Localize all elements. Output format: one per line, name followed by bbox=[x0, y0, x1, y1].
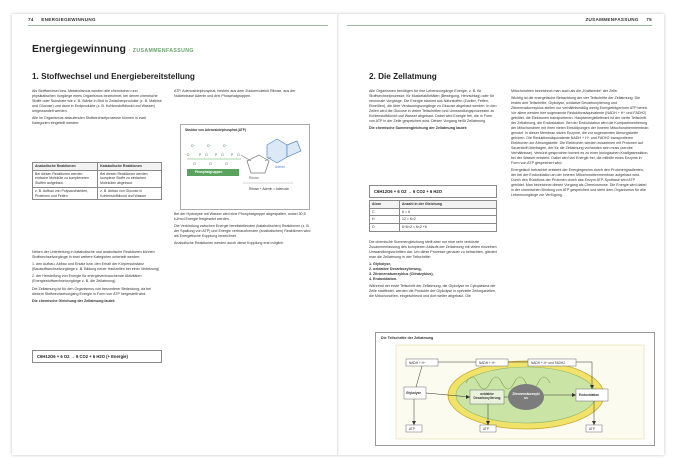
endox-label: Endoxidation bbox=[579, 393, 600, 397]
right-header-rule bbox=[347, 25, 652, 26]
nadh-label-1: NADH + H⁺ bbox=[409, 361, 426, 365]
paragraph: Bei der Hydrolyse mit Wasser wird eine Phosphatgruppe abgespalten, wobei 30,5 kJ/mol Energie freigesetzt werden. bbox=[174, 212, 306, 221]
svg-text:O⁻: O⁻ bbox=[191, 144, 196, 148]
paragraph: Die Zellatmung ist für den Organismus von besonderer Bedeutung, da bei diesem Stoffwechselvorgang Energie in Form von ATP hergestellt wird. bbox=[32, 286, 151, 296]
paragraph: Anabolische Reaktionen werden durch diese Kopplung erst möglich. bbox=[174, 241, 285, 246]
svg-text:O: O bbox=[237, 153, 240, 157]
svg-text:O: O bbox=[225, 162, 228, 166]
table-row bbox=[33, 170, 162, 187]
table-cell: 6 = 6 bbox=[400, 208, 497, 216]
table-cell: z. B. Abbau von Glucose in Kohlenstoffdioxid und Wasser bbox=[98, 187, 162, 199]
paragraph: Während der erste Teilschritt der Zellatmung, die Glykolyse im Cytoplasma der Zelle stattfindet, werden die Produkte der Glykolyse in spezielle Zellorganellen, die Mitochondrien, eingeschleust und dort weiter abgebaut. Die bbox=[369, 284, 497, 299]
paragraph: Die chemische Gleichung der Zellatmung lautet: bbox=[32, 298, 116, 303]
left-col1-text bbox=[32, 89, 162, 128]
reactions-table bbox=[32, 162, 162, 200]
atp-label-2: ATP bbox=[483, 427, 489, 431]
list-item: 2. oxidative Decarboxylierung, bbox=[369, 267, 422, 272]
paragraph: Energetisch betrachtet entsteht der Energiegewinn durch den Protonengradienten, der bei der Endoxidation an der inneren Mitochondrienmembran aufgebaut wird. Durch den Rückfluss der Protonen durch das Enzym ATP-Synthase wird ATP gebildet. Man bezeichnet diesen Vorgang als Chemiosmose. Die Energie wird dabei in der chemischen Bindung von ATP gespeichert und steht dem Organismus für alle Lebensvorgänge zur Verfügung. bbox=[511, 168, 647, 198]
right-col2-text bbox=[511, 89, 649, 201]
paragraph: Die chemische Summengleichung stellt aber nur eine sehr verkürzte Zusammenfassung des komplexen Ablaufs der Zellatmung mit vielen einzelnen Umwandlungsschritten dar. Um diese Prozesse genauer zu betrachten, gliedert man die Zellatmung in vier Teilschritte: bbox=[369, 240, 497, 259]
left-page bbox=[12, 14, 337, 455]
table-cell: Bei diesen Reaktionen werden komplexe Stoffe zu einfachen Molekülen abgebaut. bbox=[98, 170, 162, 187]
ribose-label: Ribose bbox=[249, 176, 259, 180]
table-header: Katabolische Reaktionen bbox=[98, 163, 162, 171]
left-col2-text bbox=[174, 212, 314, 249]
right-header bbox=[585, 17, 652, 22]
adenine-label: Adenin bbox=[275, 165, 285, 169]
svg-text:O: O bbox=[221, 153, 224, 157]
atp-structure-diagram bbox=[181, 125, 309, 209]
table-row bbox=[370, 224, 497, 232]
table-row bbox=[370, 208, 497, 216]
left-header-title: ENERGIEGEWINNUNG bbox=[41, 17, 96, 22]
svg-text:P: P bbox=[231, 153, 234, 157]
left-page-number: 74 bbox=[28, 17, 34, 22]
adenine-ring-2 bbox=[287, 141, 301, 157]
svg-text:⁻O: ⁻O bbox=[185, 153, 190, 157]
equation-left: C6H12O6 + 6 O2 → 6 CO2 + 6 H2O (+ Energie) bbox=[32, 350, 162, 363]
table-cell: C bbox=[370, 208, 400, 216]
atp-label-3: ATP bbox=[589, 427, 595, 431]
table-header: Anzahl in der Gleichung bbox=[400, 201, 497, 209]
atp-figure-title: Struktur von Adenosintriphosphat (ATP) bbox=[185, 128, 246, 132]
svg-text:O: O bbox=[209, 162, 212, 166]
svg-text:O⁻: O⁻ bbox=[223, 144, 228, 148]
paragraph: Alle Organismen benötigen für ihre Lebensvorgänge Energie, z. B. für Stoffwechselprozesse, für Muskelaktivitäten (Bewegung, Herzschlag) oder für neuronale Vorgänge. Die Energie stammt aus Nährstoffen (Zucker, Fetten, Eiweißen), die über Verdauungsvorgänge zu Glucose abgebaut werden. In den Zellen wird die Glucose in vielen Teilschritten und Umwandlungsprozessen zu Kohlenstoffdioxid und Wasser abgebaut. Dabei wird Energie frei, die in Form von ATP in der Zelle gespeichert wird. Diesen Vorgang heißt Zellatmung. bbox=[369, 89, 497, 123]
left-col2-intro: ATP, Adenosintriphosphat, besteht aus dem Zuckermolekül Ribose, aus der Nukleinbase Adenin und drei Phosphatgruppen. bbox=[174, 89, 296, 98]
table-header: Anabolische Reaktionen bbox=[33, 163, 98, 171]
table-row bbox=[33, 187, 162, 199]
atoms-table bbox=[369, 200, 497, 232]
figure-title: Die Teilschritte der Zellatmung bbox=[381, 336, 434, 340]
nadh-label-3: NADH + H⁺ und FADH2 bbox=[531, 361, 566, 365]
table-cell: 12 = 6×2 bbox=[400, 216, 497, 224]
left-header bbox=[28, 17, 96, 22]
left-col1-text-2 bbox=[32, 250, 162, 306]
respiration-diagram bbox=[376, 333, 654, 445]
table-cell: z. B. Aufbau von Polysacchariden, Proteinen und Fetten bbox=[33, 187, 98, 199]
svg-text:O: O bbox=[193, 162, 196, 166]
svg-text:P: P bbox=[199, 153, 202, 157]
cellular-respiration-figure bbox=[375, 332, 655, 446]
phosphate-label: Phosphatgruppen bbox=[195, 170, 223, 174]
paragraph: Die Verbindung zwischen Energie bereitstellenden (katabolischen) Reaktionen (z. B. der Spaltung von ATP) und Energie verbrauchenden (anabolischen) Reaktionen wird als Energetische Kopplung bezeichnet. bbox=[174, 224, 311, 239]
table-row bbox=[370, 216, 497, 224]
right-page bbox=[339, 14, 664, 455]
atp-figure bbox=[180, 124, 310, 210]
list-item: 1. Glykolyse, bbox=[369, 262, 392, 267]
list-item: 2. der Herstellung von Energie für energieverbrauchende Aktivitäten (Energiestoffwechselvorgänge z. B. die Zellatmung). bbox=[32, 274, 142, 284]
paragraph: Die chemische Summengleichung der Zellatmung lautet: bbox=[369, 126, 468, 131]
section2-title: 2. Die Zellatmung bbox=[369, 72, 437, 81]
nadh-label-2: NADH + H⁺ bbox=[479, 361, 496, 365]
table-cell: H bbox=[370, 216, 400, 224]
paragraph: Alle im Organismus ablaufenden Stoffwechselprozesse können in zwei Kategorien eingeteilt werden: bbox=[32, 116, 147, 126]
table-header: Atom bbox=[370, 201, 400, 209]
equation-right: C6H12O6 + 6 O2 → 6 CO2 + 6 H2O bbox=[369, 185, 497, 198]
ribose-ring bbox=[247, 155, 269, 173]
right-page-number: 75 bbox=[646, 17, 652, 22]
table-row bbox=[370, 201, 497, 209]
page-title bbox=[32, 43, 194, 55]
page-title-text: Energiegewinnung bbox=[32, 43, 126, 55]
zitronen-label: Zitronensäurezyklus bbox=[512, 392, 540, 400]
table-cell: O bbox=[370, 224, 400, 232]
paragraph: Neben der Unterteilung in katabolische und anabolische Reaktionen können Stoffwechselvorgänge in zwei weitere Kategorien unterteilt werden: bbox=[32, 250, 155, 259]
atp-label-1: ATP bbox=[409, 427, 415, 431]
table-row bbox=[33, 163, 162, 171]
page-title-tag: · ZUSAMMENFASSUNG bbox=[128, 48, 194, 54]
svg-text:P: P bbox=[215, 153, 218, 157]
decarb-label: oxidative Decarboxylierung bbox=[473, 392, 501, 400]
left-header-rule bbox=[28, 25, 328, 26]
list-item: 4. Endoxidation. bbox=[369, 277, 398, 282]
paragraph: Mitochondrien bezeichnet man auch als die „Kraftwerke“ der Zelle. bbox=[511, 89, 619, 93]
table-cell: Bei diesen Reaktionen werden einfache Moleküle zu komplexeren Stoffen aufgebaut. bbox=[33, 170, 98, 187]
right-col1-text bbox=[369, 89, 497, 133]
glykolyse-label: Glykolyse bbox=[406, 391, 422, 395]
paragraph: Als Stoffwechsel bzw. Metabolismus werden alle chemischen und physikalischen Vorgänge eines Organismus bezeichnet, bei denen chemische Stoffe oder Substrate wie z. B. Stärke in Brot in Zwischenprodukte (z. B. Maltose und Glucose) und dann in Endprodukte (z. B. Kohlenstoffdioxid und Wasser) umgewandelt werden. bbox=[32, 89, 162, 113]
table-cell: 6+6×2 = 6×2 +6 bbox=[400, 224, 497, 232]
right-header-title: ZUSAMMENFASSUNG bbox=[585, 17, 639, 22]
book-spread bbox=[12, 14, 664, 455]
svg-text:O: O bbox=[205, 153, 208, 157]
list-item: 3. Zitronensäurezyklus (Citratzyklus), bbox=[369, 272, 434, 277]
adenine-ring-1 bbox=[267, 139, 287, 163]
section1-title: 1. Stoffwechsel und Energiebereitstellung bbox=[32, 72, 195, 81]
right-col1-text-2 bbox=[369, 240, 497, 302]
svg-text:O⁻: O⁻ bbox=[207, 144, 212, 148]
paragraph: Wichtig ist die energetische Betrachtung der vier Teilschritte der Zellatmung: Die ersten drei Teilschritte, Glykolyse, oxidative Decarboxylierung und Zitronensäurezyklus stellen nur verhältnismäßig wenig Energieträgerform ATP bereit. Vor allem werden hier sogenannte Reduktionsäquivalente (NADH + H⁺ und FADH2) gebildet, die Elektronen transportieren. Hauptenergielieferant ist der vierte Teilschritt der Zellatmung, die Endoxidation. Bei der Endoxidation wird die Kompartimentierung der Mitochondrien mit ihren vielen Einstülpungen der inneren Mitochondrienmembran genutzt. In dieser Membran sitzen Enzyme, die zur sogenannten Atmungskette gehören. Die Reduktionsäquivalente NADH + H⁺ und FADH2 transportieren Elektronen zur Atmungskette. Die Elektronen werden zusammen mit Protonen auf Sauerstoff übertragen, der für die Zellatmung vorhanden sein muss (aerobe Verhältnisse). Verkürzt gesprochen kommt es zu einer biologischen Knallgasreaktion, bei der Wasser entsteht. Dabei wird viel Energie frei, die mithilfe eines Enzyms in Form von ATP gespeichert wird. bbox=[511, 96, 649, 166]
atp-figure-caption: Ribose + Adenin = Adenosin bbox=[249, 187, 290, 191]
list-item: 1. den Aufbau, Abbau und Ersatz bzw. den Erhalt der Körpersubstanz (Baustoffwechselvorgänge z. B. Bildung neuer Hautzellen bei einer Verletzung) bbox=[32, 262, 160, 272]
phosphate-chain bbox=[185, 144, 240, 166]
